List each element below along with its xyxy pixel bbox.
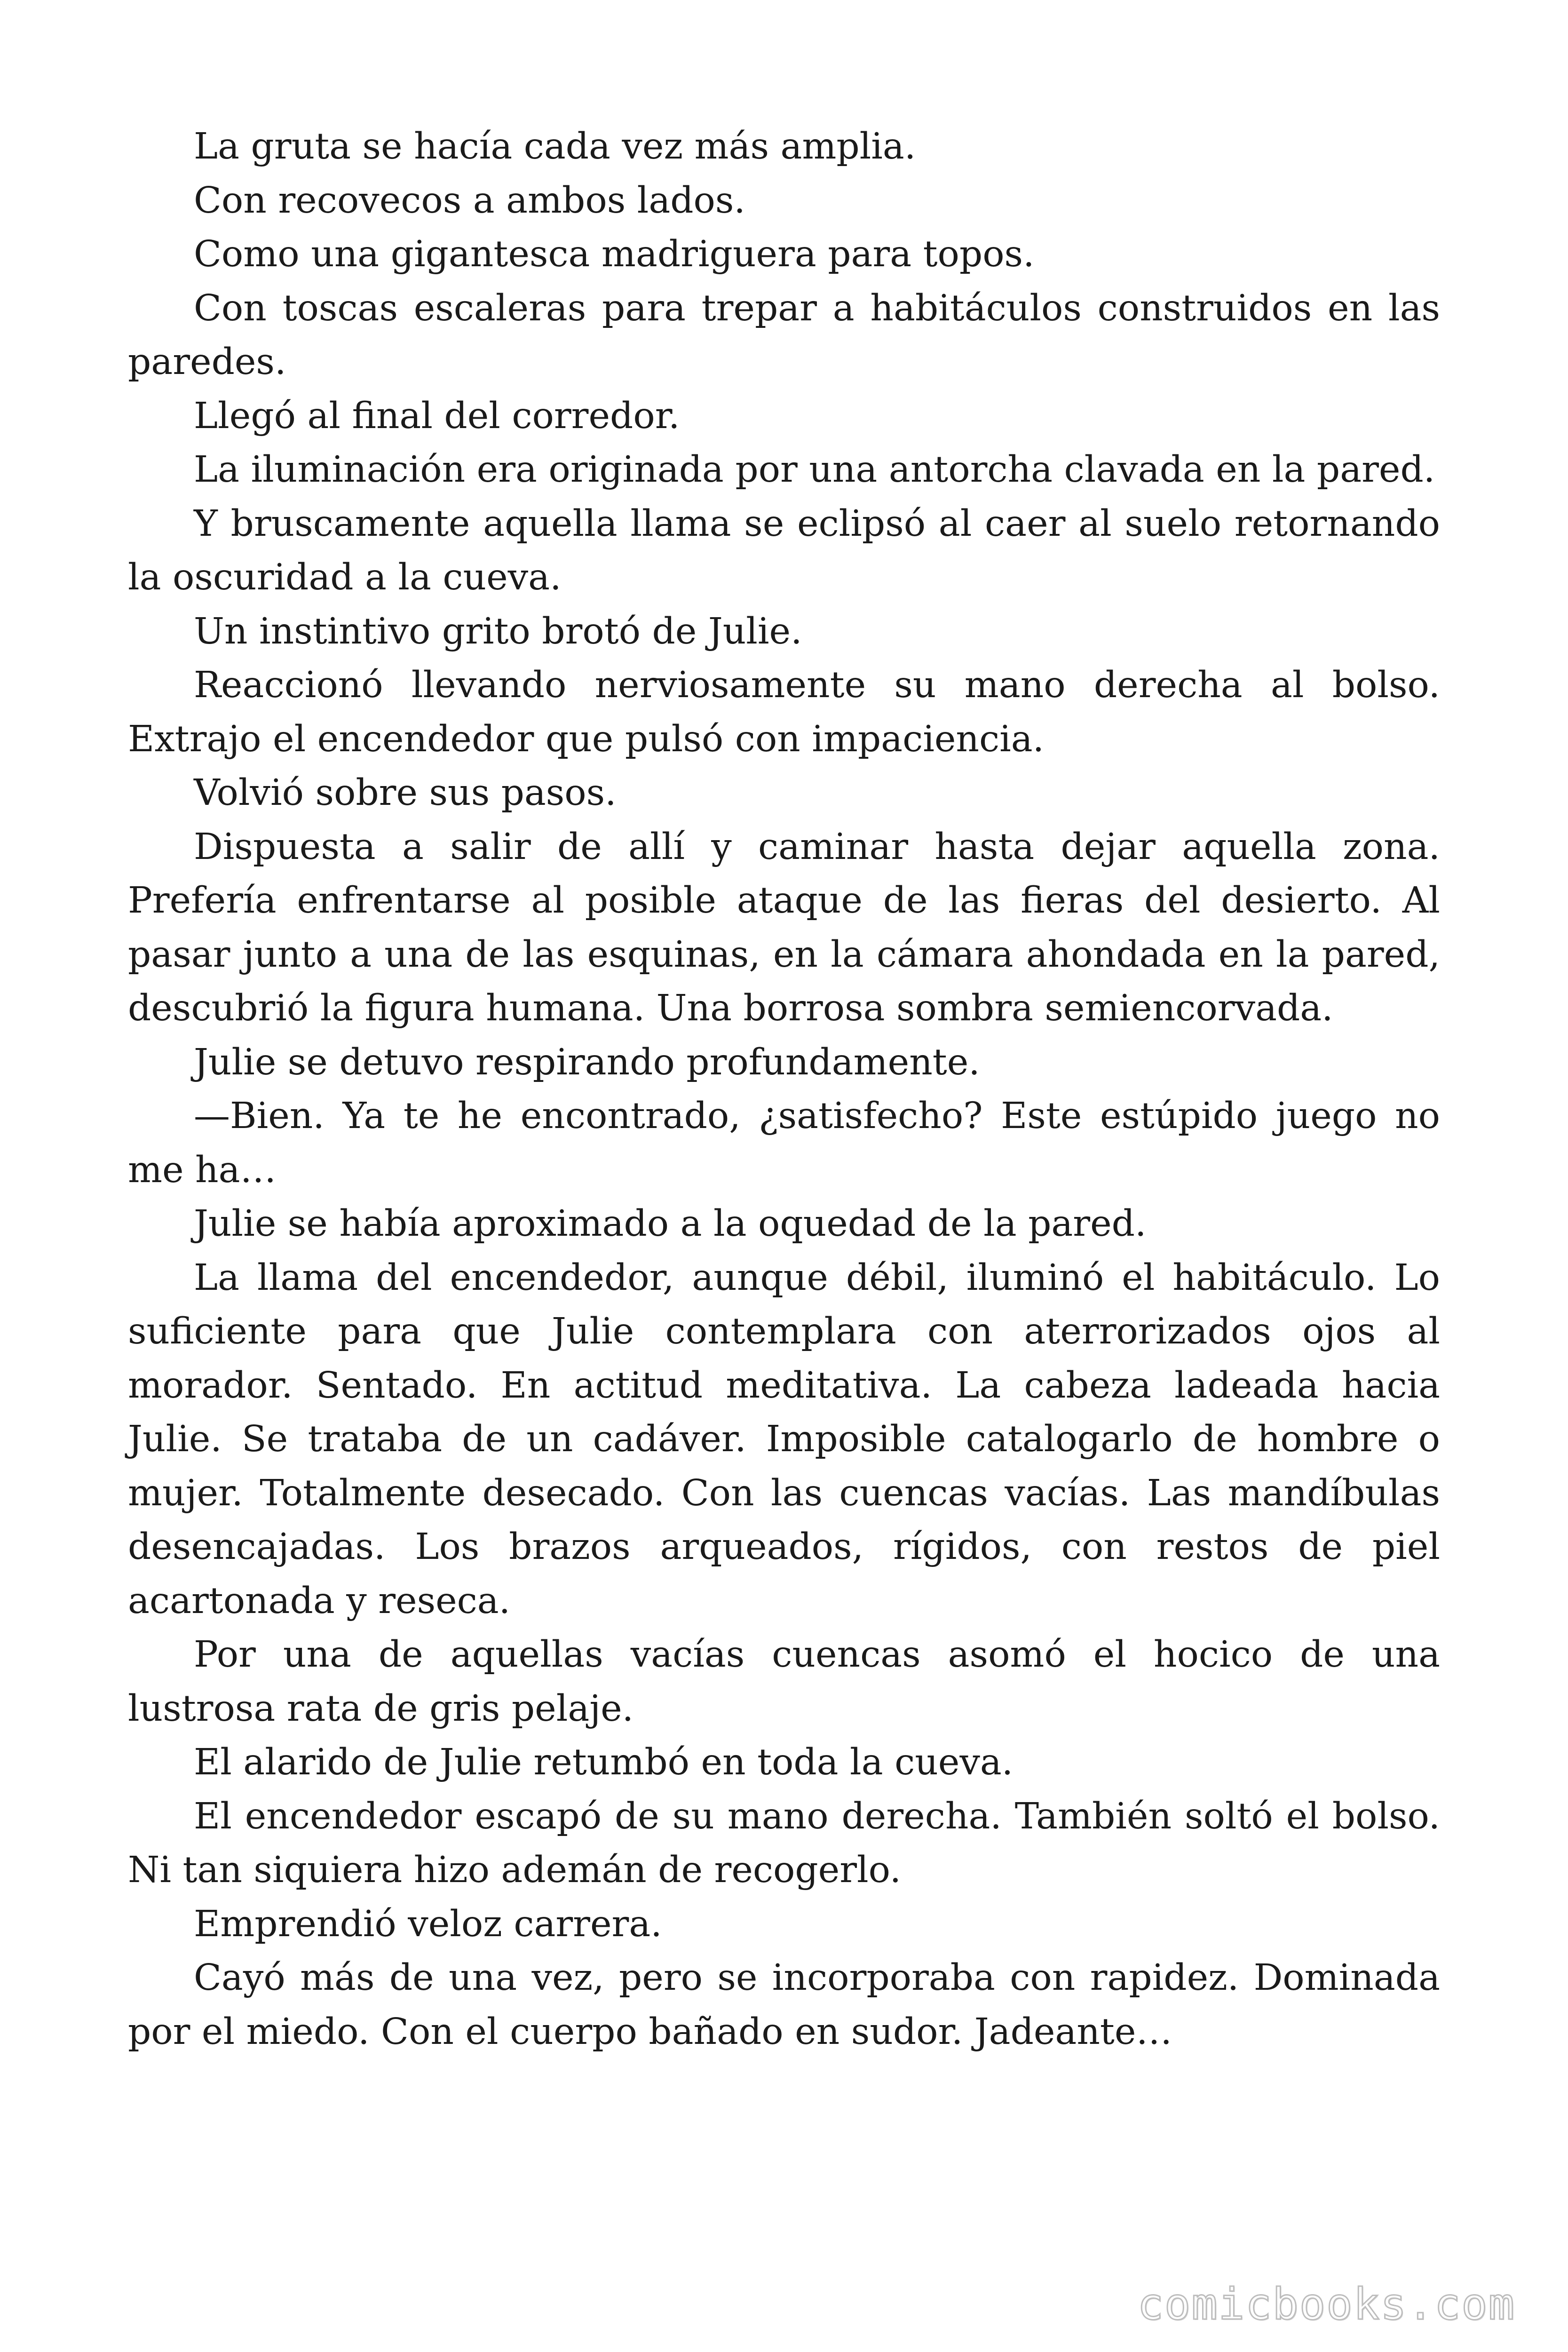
paragraph: Un instintivo grito brotó de Julie. [194,610,802,652]
paragraph: Julie se detuvo respirando profundamente. [194,1041,980,1083]
paragraph: La gruta se hacía cada vez más amplia. [194,126,916,167]
book-page-body [128,120,1440,2059]
paragraph: Emprendió veloz carrera. [194,1903,662,1945]
paragraph: El alarido de Julie retumbó en toda la cueva. [194,1741,1014,1783]
paragraph: Volvió sobre sus pasos. [194,772,617,814]
paragraph: Como una gigantesca madriguera para topos. [194,233,1035,275]
paragraph: Reaccionó llevando nerviosamente su mano derecha al bolso. Extrajo el encendedor que pulsó con impaciencia. [128,664,1440,760]
paragraph: Y bruscamente aquella llama se eclipsó al caer al suelo retornando la oscuridad a la cueva. [128,502,1440,598]
paragraph: El encendedor escapó de su mano derecha. También soltó el bolso. Ni tan siquiera hizo ademán de recogerlo. [128,1795,1440,1891]
paragraph: Con toscas escaleras para trepar a habitáculos construidos en las paredes. [128,287,1440,383]
dialogue-paragraph: —Bien. Ya te he encontrado, ¿satisfecho? Este estúpido juego no me ha… [128,1095,1440,1191]
paragraph: Dispuesta a salir de allí y caminar hasta dejar aquella zona. Prefería enfrentarse al posible ataque de las fieras del desierto. Al pasar junto a una de las esquinas, en la cámara ahondada en la pared, descubrió la figura humana. Una borrosa sombra semiencorvada. [128,826,1440,1029]
paragraph: Por una de aquellas vacías cuencas asomó el hocico de una lustrosa rata de gris pelaje. [128,1634,1440,1730]
paragraph: Llegó al final del corredor. [194,395,680,437]
site-watermark: comicbooks.com [1137,2279,1515,2329]
paragraph: La llama del encendedor, aunque débil, iluminó el habitáculo. Lo suficiente para que Julie contemplara con aterrorizados ojos al morador. Sentado. En actitud meditativa. La cabeza ladeada hacia Julie. Se trataba de un cadáver. Imposible catalogarlo de hombre o mujer. Totalmente desecado. Con las cuencas vacías. Las mandíbulas desencajadas. Los brazos arqueados, rígidos, con restos de piel acartonada y reseca. [128,1256,1440,1622]
paragraph: La iluminación era originada por una antorcha clavada en la pared. [194,449,1435,491]
paragraph: Cayó más de una vez, pero se incorporaba con rapidez. Dominada por el miedo. Con el cuerpo bañado en sudor. Jadeante… [128,1957,1440,2053]
paragraph: Julie se había aproximado a la oquedad de la pared. [194,1203,1147,1245]
paragraph: Con recovecos a ambos lados. [194,179,745,222]
